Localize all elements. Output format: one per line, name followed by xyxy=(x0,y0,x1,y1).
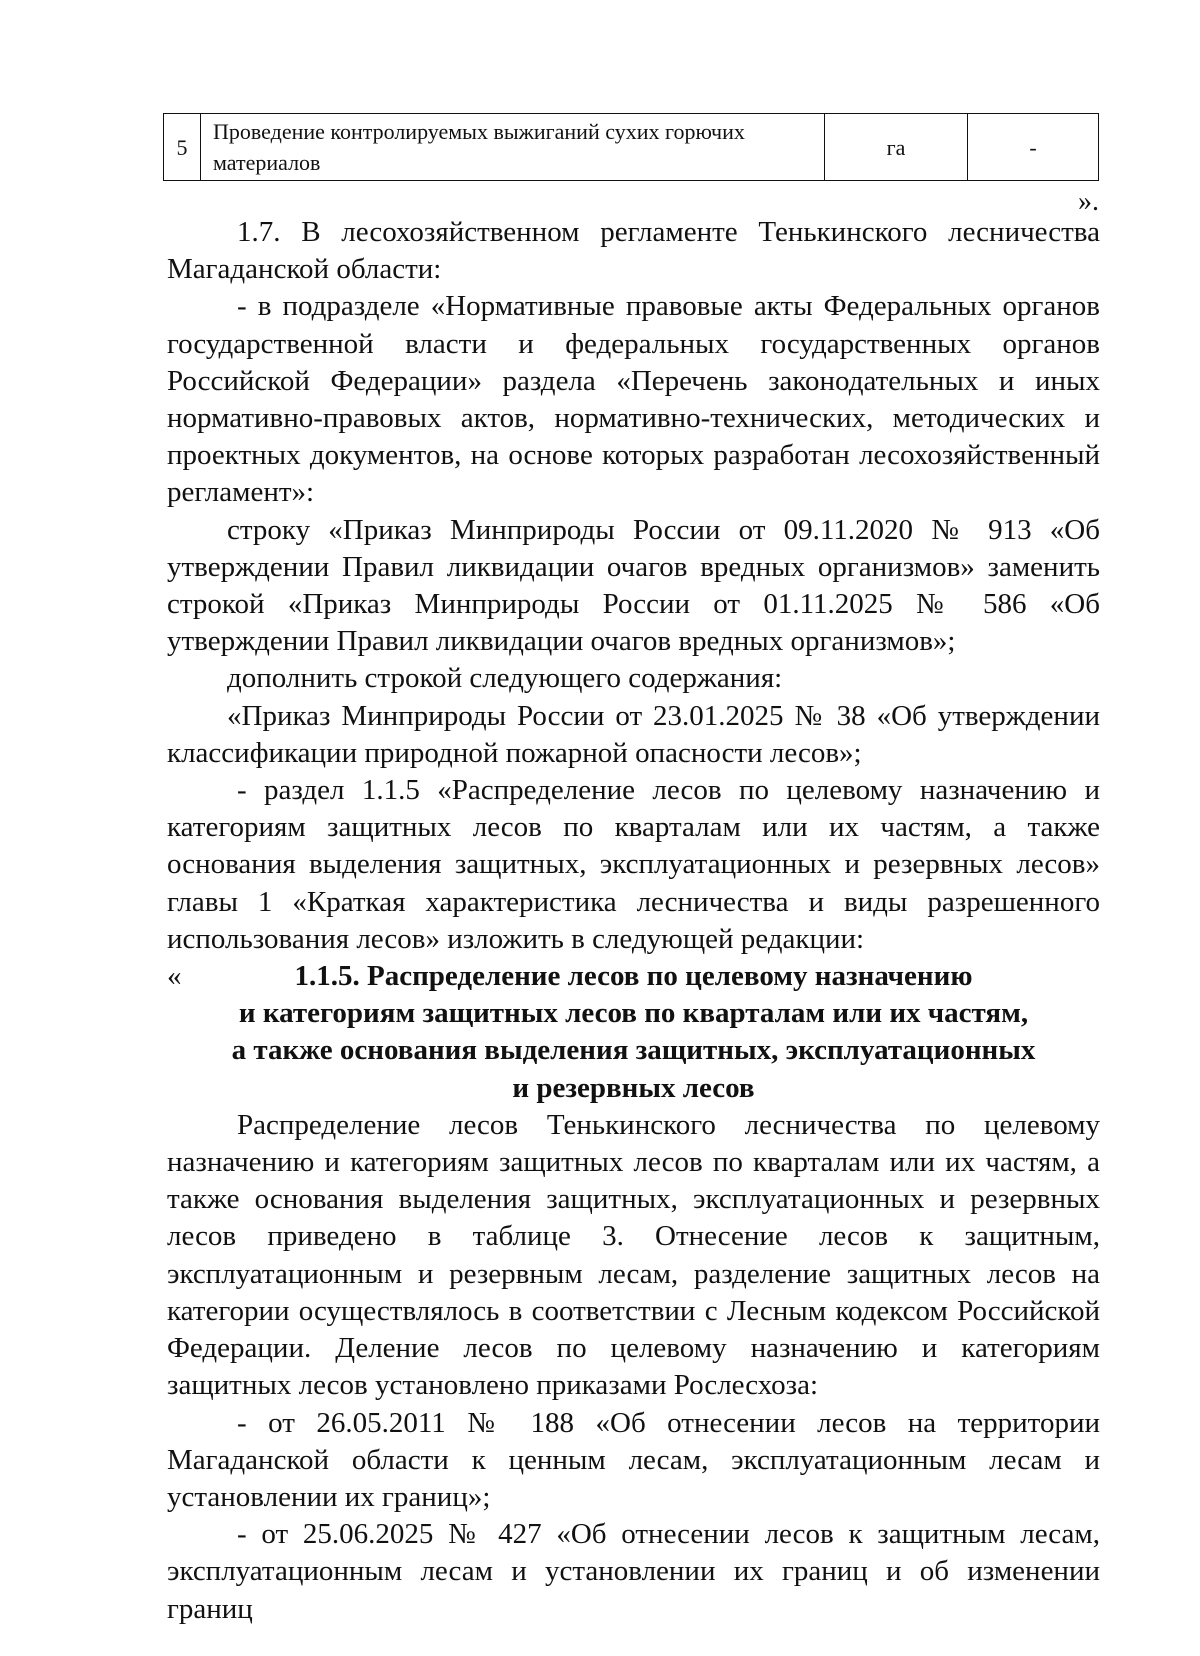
paragraph-order-188: - от 26.05.2011 № 188 «Об отнесении лесов на территории Магаданской области к ценным лесам, эксплуатационным лесам и установлении их границ»; xyxy=(167,1406,1100,1513)
measure-name-cell xyxy=(201,114,825,181)
paragraph-subsection: - в подразделе «Нормативные правовые акты Федеральных органов государственной власти и федеральных государственных органов Российской Федерации» раздела «Перечень законодательных и иных нормативно-правовых актов, нормативно-технических, методических и проектных документов, на основе которых разработан лесохозяйственный регламент»: xyxy=(167,290,1100,509)
unit-cell: га xyxy=(825,114,968,181)
row-number-cell: 5 xyxy=(164,114,201,181)
document-body xyxy=(167,214,1100,1628)
heading-open-quote: « xyxy=(167,960,182,993)
heading-line-1: 1.1.5. Распределение лесов по целевому назначению xyxy=(294,960,973,993)
paragraph-section-1-1-5: - раздел 1.1.5 «Распределение лесов по целевому назначению и категориям защитных лесов по кварталам или их частям, а также основания выделения защитных, эксплуатационных и резервных лесов» главы 1 «Краткая характеристика лесничества и виды разрешенного использования лесов» изложить в следующей редакции: xyxy=(167,774,1100,955)
paragraph-replace-line: строку «Приказ Минприроды России от 09.11.2020 № 913 «Об утверждении Правил ликвидации очагов вредных организмов» заменить строкой «Приказ Минприроды России от 01.11.2025 № 586 «Об утверждении Правил ликвидации очагов вредных организмов»; xyxy=(167,513,1100,658)
paragraph-supplement: дополнить строкой следующего содержания: xyxy=(227,662,783,695)
measure-name-line2: материалов xyxy=(213,150,321,175)
measure-name-line1: Проведение контролируемых выжиганий сухих горючих xyxy=(213,119,745,144)
heading-line-4: и резервных лесов xyxy=(512,1071,755,1104)
paragraph-1-7: 1.7. В лесохозяйственном регламенте Тенькинского лесничества Магаданской области: xyxy=(167,216,1100,286)
table-closing-quote: ». xyxy=(1078,186,1099,217)
paragraph-new-order: «Приказ Минприроды России от 23.01.2025 № 38 «Об утверждении классификации природной пожарной опасности лесов»; xyxy=(167,699,1100,769)
value-cell: - xyxy=(968,114,1099,181)
paragraph-distribution: Распределение лесов Тенькинского лесничества по целевому назначению и категориям защитных лесов по кварталам или их частям, а также основания выделения защитных, эксплуатационных и резервных лесов приведено в таблице 3. Отнесение лесов к защитным, эксплуатационным и резервным лесам, разделение защитных лесов на категории осуществлялось в соответствии с Лесным кодексом Российской Федерации. Деление лесов по целевому назначению и категориям защитных лесов установлено приказами Рослесхоза: xyxy=(167,1108,1100,1402)
section-heading xyxy=(167,958,1100,1107)
measures-table-fragment xyxy=(163,113,1099,181)
heading-line-3: а также основания выделения защитных, эксплуатационных xyxy=(231,1034,1036,1067)
paragraph-order-427: - от 25.06.2025 № 427 «Об отнесении лесов к защитным лесам, эксплуатационным лесам и установлении их границ и об изменении границ xyxy=(167,1518,1100,1625)
heading-line-2: и категориям защитных лесов по кварталам или их частям, xyxy=(238,997,1029,1030)
table-row xyxy=(164,114,1099,181)
